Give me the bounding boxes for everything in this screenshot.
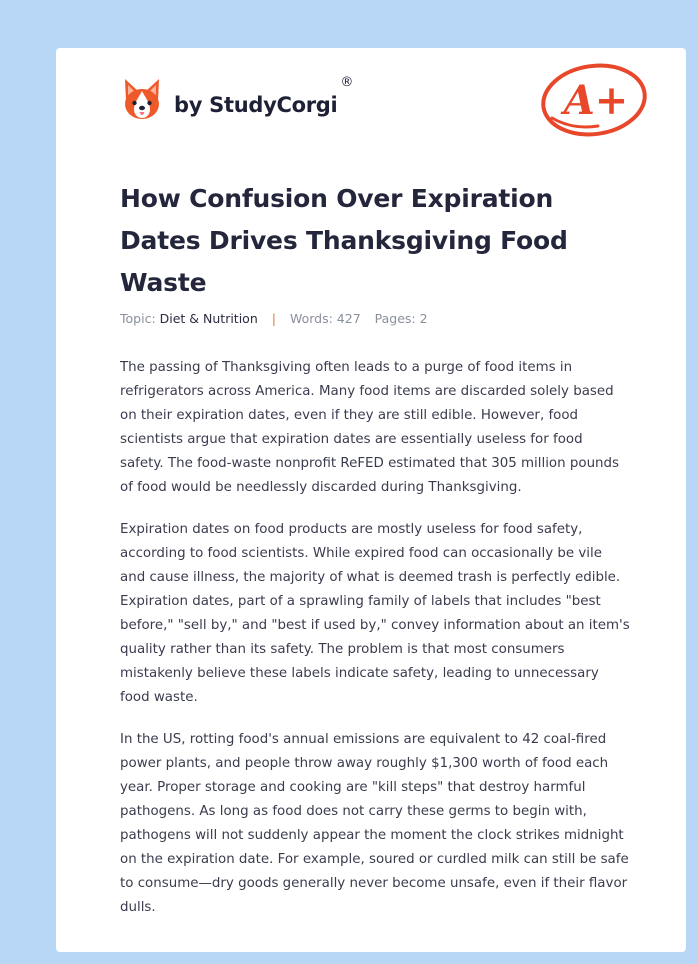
meta-separator: | — [271, 311, 276, 326]
paragraph: Expiration dates on food products are mostly useless for food safety, according to food scientists. While expired food can occasionally be vile and cause illness, the majority of what is deemed trash is perfectly edible. Expiration dates, part of a sprawling family of labels that includes "best before," "sell by," and "best if used by," convey information about an item's quality rather than its safety. The problem is that most consumers mistakenly believe these labels indicate safety, leading to unnecessary food waste. — [120, 522, 630, 705]
document-meta — [120, 311, 428, 326]
pages-value: 2 — [419, 311, 428, 326]
registered-mark: ® — [340, 74, 354, 90]
paragraph: The passing of Thanksgiving often leads to a purge of food items in refrigerators across America. Many food items are discarded solely based on their expiration dates, even if they are still edible. However, food scientists argue that expiration dates are essentially useless for food safety. The food-waste nonprofit ReFED estimated that 305 million pounds of food would be needlessly discarded during Thanksgiving. — [120, 360, 620, 495]
grade-text: A+ — [563, 77, 629, 124]
paragraph: In the US, rotting food's annual emissions are equivalent to 42 coal-fired power plants, and people throw away roughly $1,300 worth of food each year. Proper storage and cooking are "kill steps" that destroy harmful pathogens. As long as food does not carry these germs to begin with, pathogens will not suddenly appear the moment the clock strikes midnight on the expiration date. For example, soured or curdled milk can still be safe to consume—dry goods generally never become unsafe, even if their flavor dulls. — [120, 732, 629, 915]
words-value: 427 — [336, 311, 361, 326]
words-label: Words: — [289, 311, 333, 326]
document-title: How Confusion Over Expiration Dates Drives Thanksgiving Food Waste — [120, 184, 568, 297]
topic-link[interactable]: Diet & Nutrition — [159, 311, 258, 326]
brand-name: by StudyCorgi — [174, 93, 338, 117]
document-card — [56, 48, 686, 952]
brand-header[interactable] — [122, 76, 353, 124]
topic-label: Topic: — [120, 311, 156, 326]
document-body — [120, 356, 630, 938]
corgi-logo-icon — [122, 77, 162, 123]
pages-label: Pages: — [374, 311, 416, 326]
grade-badge-icon — [538, 58, 650, 140]
